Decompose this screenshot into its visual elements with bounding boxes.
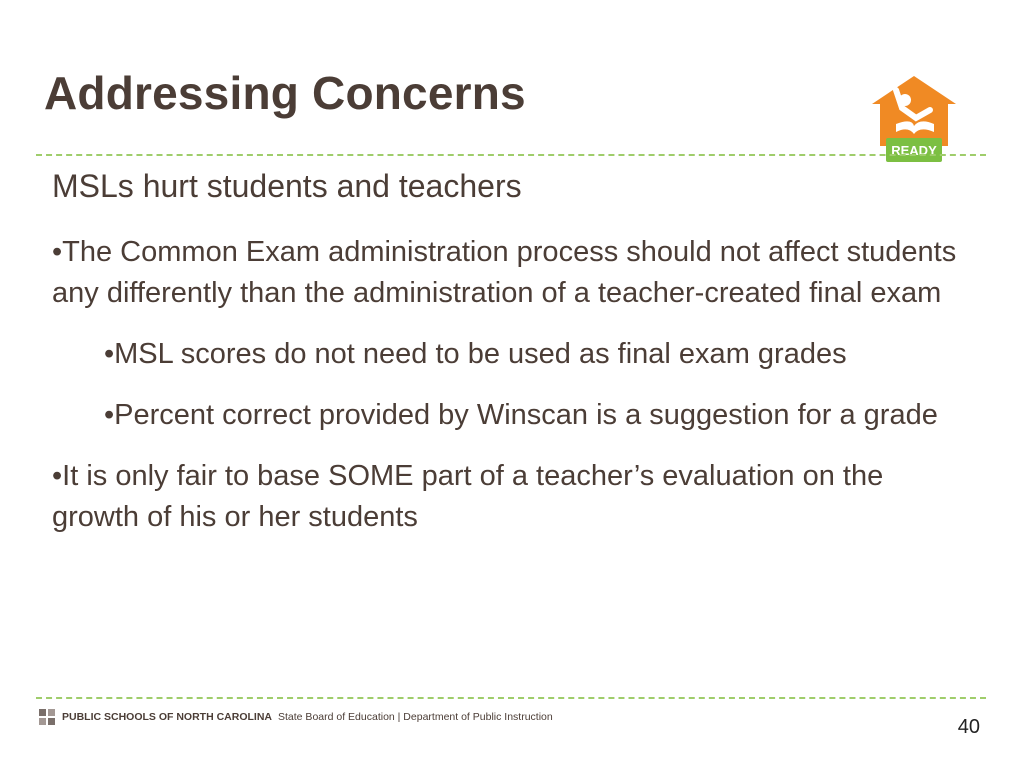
bottom-divider [36,697,986,699]
slide-title: Addressing Concerns [44,67,526,119]
bullet-item: •It is only fair to base SOME part of a teacher’s evaluation on the growth of his or her students [52,460,884,533]
dpi-mark-icon [38,708,56,726]
footer-department: State Board of Education | Department of Public Instruction [278,711,553,723]
ready-badge-text: READY [891,143,937,158]
footer-org: PUBLIC SCHOOLS OF NORTH CAROLINA [62,711,272,723]
footer [38,707,553,727]
slide-subhead: MSLs hurt students and teachers [52,168,522,204]
top-divider [36,154,986,156]
bullet-item: •The Common Exam administration process should not affect students any differently than the administration of a teacher-created final exam [52,236,957,309]
sub-bullet-item: •Percent correct provided by Winscan is a suggestion for a grade [104,399,938,431]
page-number: 40 [957,716,980,738]
slide-content [52,166,972,558]
ready-logo-icon [872,74,956,166]
sub-bullet-item: •MSL scores do not need to be used as final exam grades [104,338,847,370]
